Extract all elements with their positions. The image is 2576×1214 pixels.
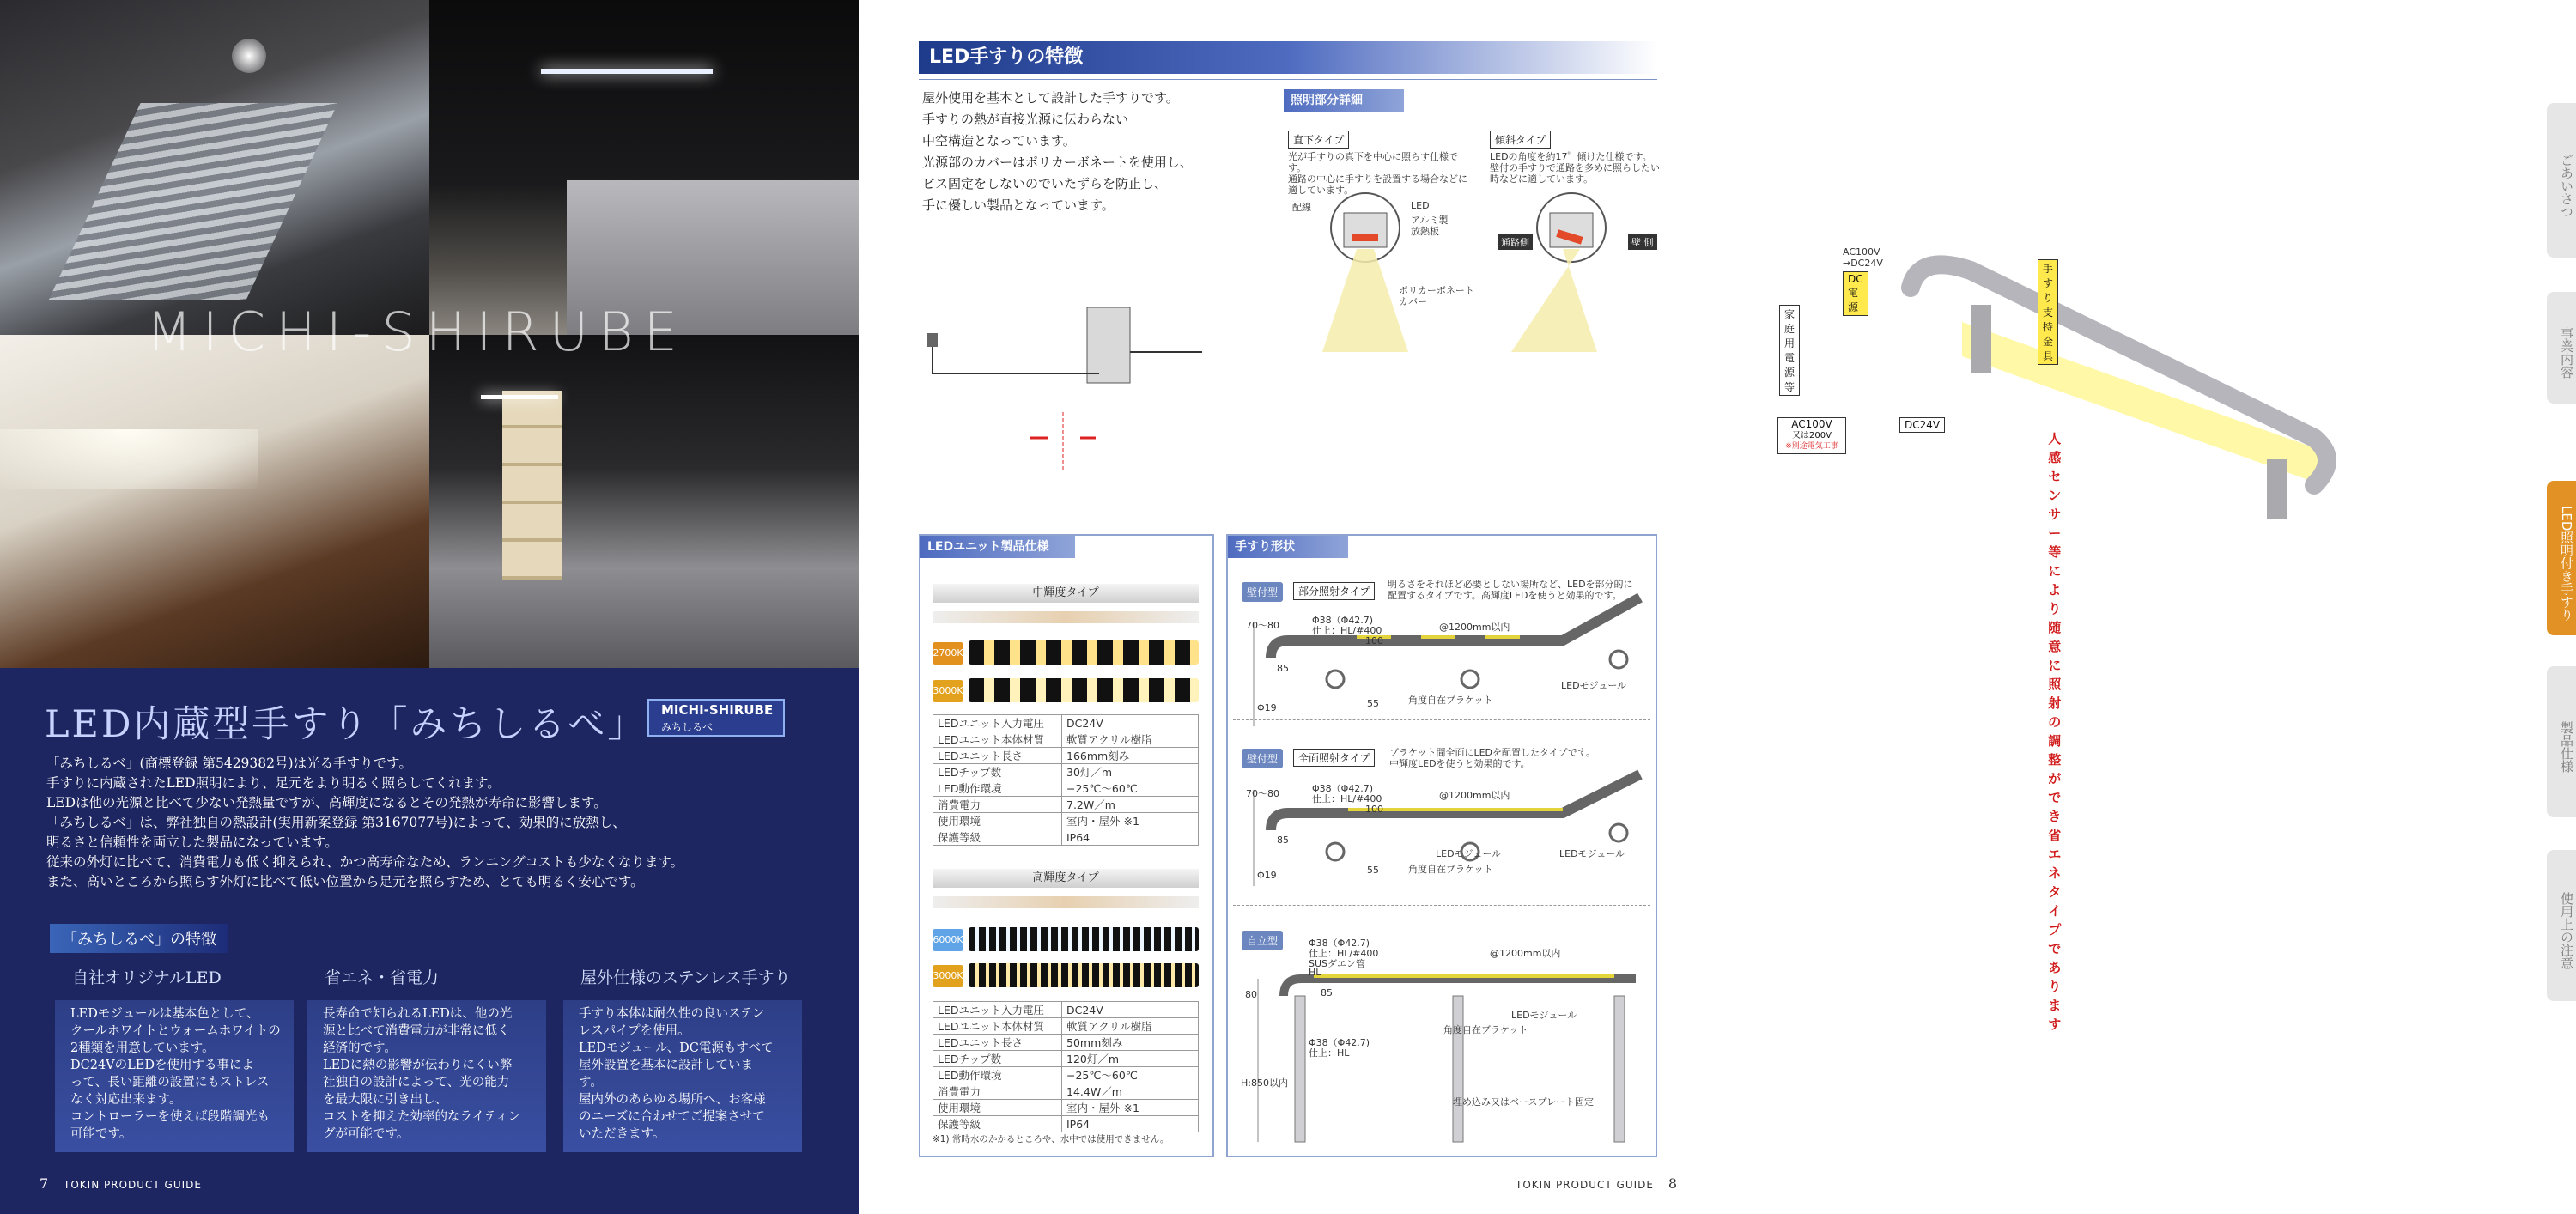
label-led: LED — [1411, 200, 1430, 211]
intro-line: 「みちしるべ」(商標登録 第5429382号)は光る手すりです。 — [46, 756, 412, 771]
led-strip-3000k-mid — [969, 678, 1199, 702]
desc-line: 手すりの熱が直接光源に伝わらない — [922, 112, 1129, 127]
feature-title: 自社オリジナルLED — [55, 962, 294, 1000]
full-text-line: 中輝度LEDを使うと効果的です。 — [1389, 758, 1530, 769]
ac-dc-label: AC100V — [1843, 246, 1880, 258]
feature-line: 屋内外のあらゆる場所へ、お客様 — [579, 1093, 766, 1107]
feature-card — [55, 962, 294, 1152]
divider — [1233, 905, 1650, 906]
label-alum2: 放熱板 — [1411, 226, 1439, 237]
ac-dc-label2: →DC24V — [1843, 258, 1883, 269]
label-wiring: 配線 — [1292, 202, 1311, 213]
free-d1: Φ38（Φ42.7) — [1309, 938, 1370, 949]
partial-text-line: 配置するタイプです。高輝度LEDを使うと効果的です。 — [1388, 590, 1622, 601]
feature-line: DC24VのLEDを使用する事によ — [70, 1059, 254, 1072]
spec-key: LEDユニット本体材質 — [933, 731, 1062, 748]
desc-line: 手に優しい製品となっています。 — [922, 197, 1115, 213]
free-d6: 80 — [1245, 989, 1257, 1000]
feature-line: を最大限に引き出し、 — [323, 1093, 447, 1107]
label-pc2: カバー — [1399, 296, 1427, 307]
partial-d1: 70〜80 — [1246, 620, 1279, 631]
spec-value: IP64 — [1062, 829, 1199, 846]
high-title: 高輝度タイプ — [933, 869, 1199, 888]
full-d3: 仕上：HL/#400 — [1312, 793, 1382, 804]
full-text-line: ブラケット間全面にLEDを配置したタイプです。 — [1389, 747, 1595, 758]
spec-key: LED動作環境 — [933, 780, 1062, 797]
freestanding-drawing — [1236, 944, 1649, 1150]
partial-d2: Φ38（Φ42.7) — [1312, 615, 1374, 626]
type-text-line: 壁付の手すりで通路を多めに照らしたい — [1490, 162, 1660, 173]
intro-line: 従来の外灯に比べて、消費電力も低く抑えられ、かつ高寿命なため、ランニングコストも少なくなります。 — [46, 854, 684, 870]
type-direct: 直下タイプ — [1288, 131, 1349, 149]
handrail-illustration — [1911, 253, 2348, 524]
free-d8: LEDモジュール — [1511, 1010, 1577, 1021]
feature-card — [563, 962, 802, 1152]
spec-value: 7.2W／m — [1062, 797, 1199, 813]
left-page — [0, 0, 859, 1214]
ac-input-line: AC100V — [1791, 418, 1832, 430]
full-text — [1389, 747, 1595, 769]
full-d7: Φ19 — [1257, 870, 1277, 881]
intro-line: 手すりに内蔵されたLED照明により、足元をより明るく照らしてくれます。 — [46, 775, 501, 791]
intro-text — [46, 754, 802, 892]
full-d11: LEDモジュール — [1559, 848, 1625, 859]
features-heading: 「みちしるべ」の特徴 — [50, 924, 228, 953]
spec-value: −25℃〜60℃ — [1062, 780, 1199, 797]
intro-line: LEDは他の光源と比べて少ない発熱量ですが、高輝度になるとその発熱が寿命に影響します。 — [46, 795, 607, 810]
badge-3000k-high: 3000K — [933, 965, 963, 987]
ac-input-line: 又は200V — [1792, 431, 1832, 440]
feature-line: 手すり本体は耐久性の良いステン — [579, 1007, 765, 1021]
guide-label: TOKIN PRODUCT GUIDE — [1516, 1179, 1654, 1191]
label-alum: アルミ製 — [1411, 215, 1449, 226]
feature-line: 屋外設置を基本に設計していま — [579, 1059, 753, 1072]
badge-2700k: 2700K — [933, 642, 963, 665]
bracket-label: 手すり支持金具 — [2038, 259, 2058, 365]
spec-key: 保護等級 — [933, 1116, 1062, 1132]
spec-key: LED動作環境 — [933, 1067, 1062, 1083]
led-strip-photo — [933, 611, 1199, 623]
brand-wordmark: MICHI-SHIRUBE — [146, 300, 688, 363]
spec-value: 14.4W／m — [1062, 1083, 1199, 1100]
partial-d10: LEDモジュール — [1561, 680, 1627, 691]
right-footer — [1516, 1175, 1678, 1192]
type-text-line: LEDの角度を約17゜傾けた仕様です。 — [1490, 151, 1652, 162]
spec-key: LEDユニット長さ — [933, 1035, 1062, 1051]
spec-value: 120灯／m — [1062, 1051, 1199, 1067]
intro-line: 明るさと信頼性を両立した製品になっています。 — [46, 835, 338, 850]
feature-line: クールホワイトとウォームホワイトの — [70, 1024, 281, 1038]
spec-key: 消費電力 — [933, 1083, 1062, 1100]
spec-value: DC24V — [1062, 715, 1199, 731]
free-d11: 仕上：HL — [1309, 1047, 1350, 1059]
badge-3000k-mid: 3000K — [933, 680, 963, 702]
lighting-heading: 照明部分詳細 — [1284, 89, 1404, 112]
full-d6: 85 — [1277, 835, 1289, 846]
tab-led-handrail[interactable]: LED照明付き手すり — [2547, 481, 2576, 635]
feature-line: のニーズに合わせてご提案させて — [579, 1110, 765, 1124]
system-diagram — [919, 249, 1297, 524]
spec-key: 使用環境 — [933, 813, 1062, 829]
ribbon-en: MICHI-SHIRUBE — [661, 702, 774, 718]
dc-power-label: DC電源 — [1843, 271, 1868, 316]
desc-line: 屋外使用を基本として設計した手すりです。 — [922, 90, 1179, 106]
partial-d8: 55 — [1367, 698, 1379, 709]
spec-key: LEDユニット本体材質 — [933, 1018, 1062, 1035]
free-d9: 角度自在ブラケット — [1443, 1024, 1528, 1035]
section-heading: LED手すりの特徴 — [919, 41, 1657, 74]
ac-input-box — [1777, 417, 1846, 454]
feature-line: 長寿命で知られるLEDは、他の光 — [323, 1007, 513, 1021]
badge-6000k: 6000K — [933, 929, 963, 951]
partial-text-line: 明るさをそれほど必要としない場所など、LEDを部分的に — [1388, 579, 1633, 590]
feature-title: 屋外仕様のステンレス手すり — [563, 962, 802, 1000]
full-d9: 角度自在ブラケット — [1408, 864, 1493, 875]
spec-table-mid — [933, 714, 1199, 846]
free-d12: H:850以内 — [1241, 1077, 1288, 1089]
feature-line: って、長い距離の設置にもストレス — [70, 1076, 270, 1090]
photo-indoor-stairs — [0, 335, 429, 668]
spec-value: 室内・屋外 ※1 — [1062, 1100, 1199, 1116]
partial-d9: 角度自在ブラケット — [1408, 695, 1493, 706]
full-d10: LEDモジュール — [1436, 848, 1502, 859]
tab-product-spec[interactable]: 製品仕様 — [2547, 666, 2576, 817]
tag-freestanding: 自立型 — [1242, 931, 1283, 950]
spec-key: LEDユニット入力電圧 — [933, 1002, 1062, 1018]
tab-greeting[interactable]: ごあいさつ — [2547, 103, 2576, 258]
free-d2: 仕上：HL/#400 — [1309, 948, 1379, 959]
partial-d4: 100 — [1365, 635, 1383, 646]
free-d5: @1200mm以内 — [1490, 948, 1561, 959]
sensor-line: 人感センサー等により — [2048, 431, 2062, 616]
spec-key: LEDチップ数 — [933, 764, 1062, 780]
full-d5: @1200mm以内 — [1439, 790, 1510, 801]
divider — [919, 79, 1657, 80]
full-d8: 55 — [1367, 865, 1379, 876]
spec-key: 消費電力 — [933, 797, 1062, 813]
spec-value: DC24V — [1062, 1002, 1199, 1018]
spec-value: −25℃〜60℃ — [1062, 1067, 1199, 1083]
desc-line: 光源部のカバーはポリカーボネートを使用し、 — [922, 155, 1193, 170]
feature-line: なく対応出来ます。 — [70, 1093, 182, 1107]
led-strip-2700k — [969, 640, 1199, 665]
partial-d3: 仕上：HL/#400 — [1312, 625, 1382, 636]
divider — [1233, 719, 1650, 720]
spec-key: LEDユニット長さ — [933, 748, 1062, 764]
full-d2: Φ38（Φ42.7) — [1312, 783, 1374, 794]
photo-entrance-night — [429, 335, 859, 668]
feature-line: いただきます。 — [579, 1127, 665, 1141]
brand-ribbon — [647, 699, 785, 737]
sensor-line: 省エネタイプであります — [2048, 828, 2062, 1032]
feature-line: 社独自の設計によって、光の能力 — [323, 1076, 510, 1090]
feature-line: グが可能です。 — [323, 1127, 410, 1141]
desc-line: ビス固定をしないのでいたずらを防止し、 — [922, 176, 1168, 191]
type-tilt-text — [1490, 151, 1670, 185]
label-wall: 壁 側 — [1628, 234, 1657, 250]
spec-key: LEDユニット入力電圧 — [933, 715, 1062, 731]
type-full: 全面照射タイプ — [1293, 749, 1375, 767]
feature-title: 省エネ・省電力 — [307, 962, 546, 1000]
feature-line: コントローラーを使えば段階調光も — [70, 1110, 270, 1124]
lighting-cross-sections — [1288, 189, 1683, 365]
free-d7: 85 — [1321, 987, 1333, 999]
page-title: LED内蔵型手すり「みちしるべ」 — [45, 703, 647, 746]
tab-usage-notes[interactable]: 使用上の注意 — [2547, 850, 2576, 1001]
spec-value: 50mm刻み — [1062, 1035, 1199, 1051]
spec-key: LEDチップ数 — [933, 1051, 1062, 1067]
intro-line: 「みちしるべ」は、弊社独自の熱設計(実用新案登録 第3167077号)によって、効果的に放熱し、 — [46, 815, 626, 830]
tag-wall-partial: 壁付型 — [1242, 582, 1283, 602]
feature-line: 源と比べて消費電力が非常に低く — [323, 1024, 510, 1038]
feature-card — [307, 962, 546, 1152]
spec-value: IP64 — [1062, 1116, 1199, 1132]
left-footer — [39, 1175, 202, 1192]
type-partial: 部分照射タイプ — [1293, 582, 1375, 600]
tab-business[interactable]: 事業内容 — [2547, 292, 2576, 404]
page-number: 7 — [39, 1175, 50, 1192]
spec-value: 30灯／m — [1062, 764, 1199, 780]
full-d4: 100 — [1365, 804, 1383, 815]
sensor-note — [2048, 429, 2061, 1034]
guide-label: TOKIN PRODUCT GUIDE — [64, 1179, 202, 1191]
spec-key: 保護等級 — [933, 829, 1062, 846]
feature-line: 経済的です。 — [323, 1041, 397, 1055]
mid-title: 中輝度タイプ — [933, 584, 1199, 603]
label-path: 通路側 — [1498, 234, 1533, 250]
spec-table-high — [933, 1001, 1199, 1132]
partial-d7: Φ19 — [1257, 702, 1277, 713]
page-number: 8 — [1668, 1175, 1678, 1192]
tag-wall-full: 壁付型 — [1242, 749, 1283, 768]
spec-key: 使用環境 — [933, 1100, 1062, 1116]
shape-heading: 手すり形状 — [1228, 536, 1348, 558]
full-d1: 70〜80 — [1246, 788, 1279, 799]
free-d10: Φ38（Φ42.7) — [1309, 1037, 1370, 1048]
type-text-line: 時などに適しています。 — [1490, 173, 1594, 185]
spec-value: 室内・屋外 ※1 — [1062, 813, 1199, 829]
right-page — [859, 0, 2574, 1214]
feature-line: レスパイプを使用。 — [579, 1024, 690, 1038]
partial-d6: 85 — [1277, 663, 1289, 674]
type-text-line: 通路の中心に手すりを設置する場合などに — [1288, 173, 1467, 185]
photo-stairs-night — [0, 0, 429, 335]
free-d3: SUSダエン管 — [1309, 958, 1366, 969]
feature-line: LEDモジュールは基本色として、 — [70, 1007, 259, 1021]
type-text-line: 適しています。 — [1288, 185, 1354, 196]
feature-line: コストを抑えた効率的なライティン — [323, 1110, 521, 1124]
feature-line: 可能です。 — [70, 1127, 132, 1141]
feature-line: 2種類を用意しています。 — [70, 1041, 215, 1055]
type-text-line: 光が手すりの真下を中心に照らす仕様です。 — [1288, 151, 1458, 173]
photo-handrail-night — [429, 0, 859, 335]
feature-line: す。 — [579, 1076, 603, 1090]
sensor-line: 随意に照射の調整ができ — [2048, 620, 2062, 824]
spec-value: 軟質アクリル樹脂 — [1062, 1018, 1199, 1035]
electrical-note: ※別途電気工事 — [1785, 442, 1838, 451]
partial-d5: @1200mm以内 — [1439, 622, 1510, 633]
dc-output-box: DC24V — [1899, 417, 1945, 433]
led-strip-6000k — [969, 927, 1199, 951]
spec-heading: LEDユニット製品仕様 — [920, 536, 1075, 558]
free-d13: 埋め込み又はベースプレート固定 — [1453, 1096, 1595, 1108]
intro-line: また、高いところから照らす外灯に比べて低い位置から足元を照らすため、とても明るく安心です。 — [46, 874, 644, 889]
led-strip-3000k-high — [969, 963, 1199, 987]
spec-value: 軟質アクリル樹脂 — [1062, 731, 1199, 748]
spec-value: 166mm刻み — [1062, 748, 1199, 764]
desc-line: 中空構造となっています。 — [922, 133, 1076, 149]
home-power-label: 家庭用電源等 — [1779, 305, 1800, 396]
type-tilt: 傾斜タイプ — [1490, 131, 1551, 149]
free-d4: HL — [1309, 967, 1321, 978]
led-strip-photo — [933, 896, 1199, 908]
spec-footnote: ※1) 常時水のかかるところや、水中では使用できません。 — [933, 1134, 1170, 1144]
feature-line: LEDに熱の影響が伝わりにくい弊 — [323, 1059, 513, 1072]
description — [922, 88, 1193, 216]
label-pc: ポリカーボネート — [1399, 285, 1474, 296]
feature-line: LEDモジュール、DC電源もすべて — [579, 1041, 774, 1055]
ribbon-jp: みちしるべ — [661, 721, 714, 733]
partial-text — [1388, 579, 1633, 601]
